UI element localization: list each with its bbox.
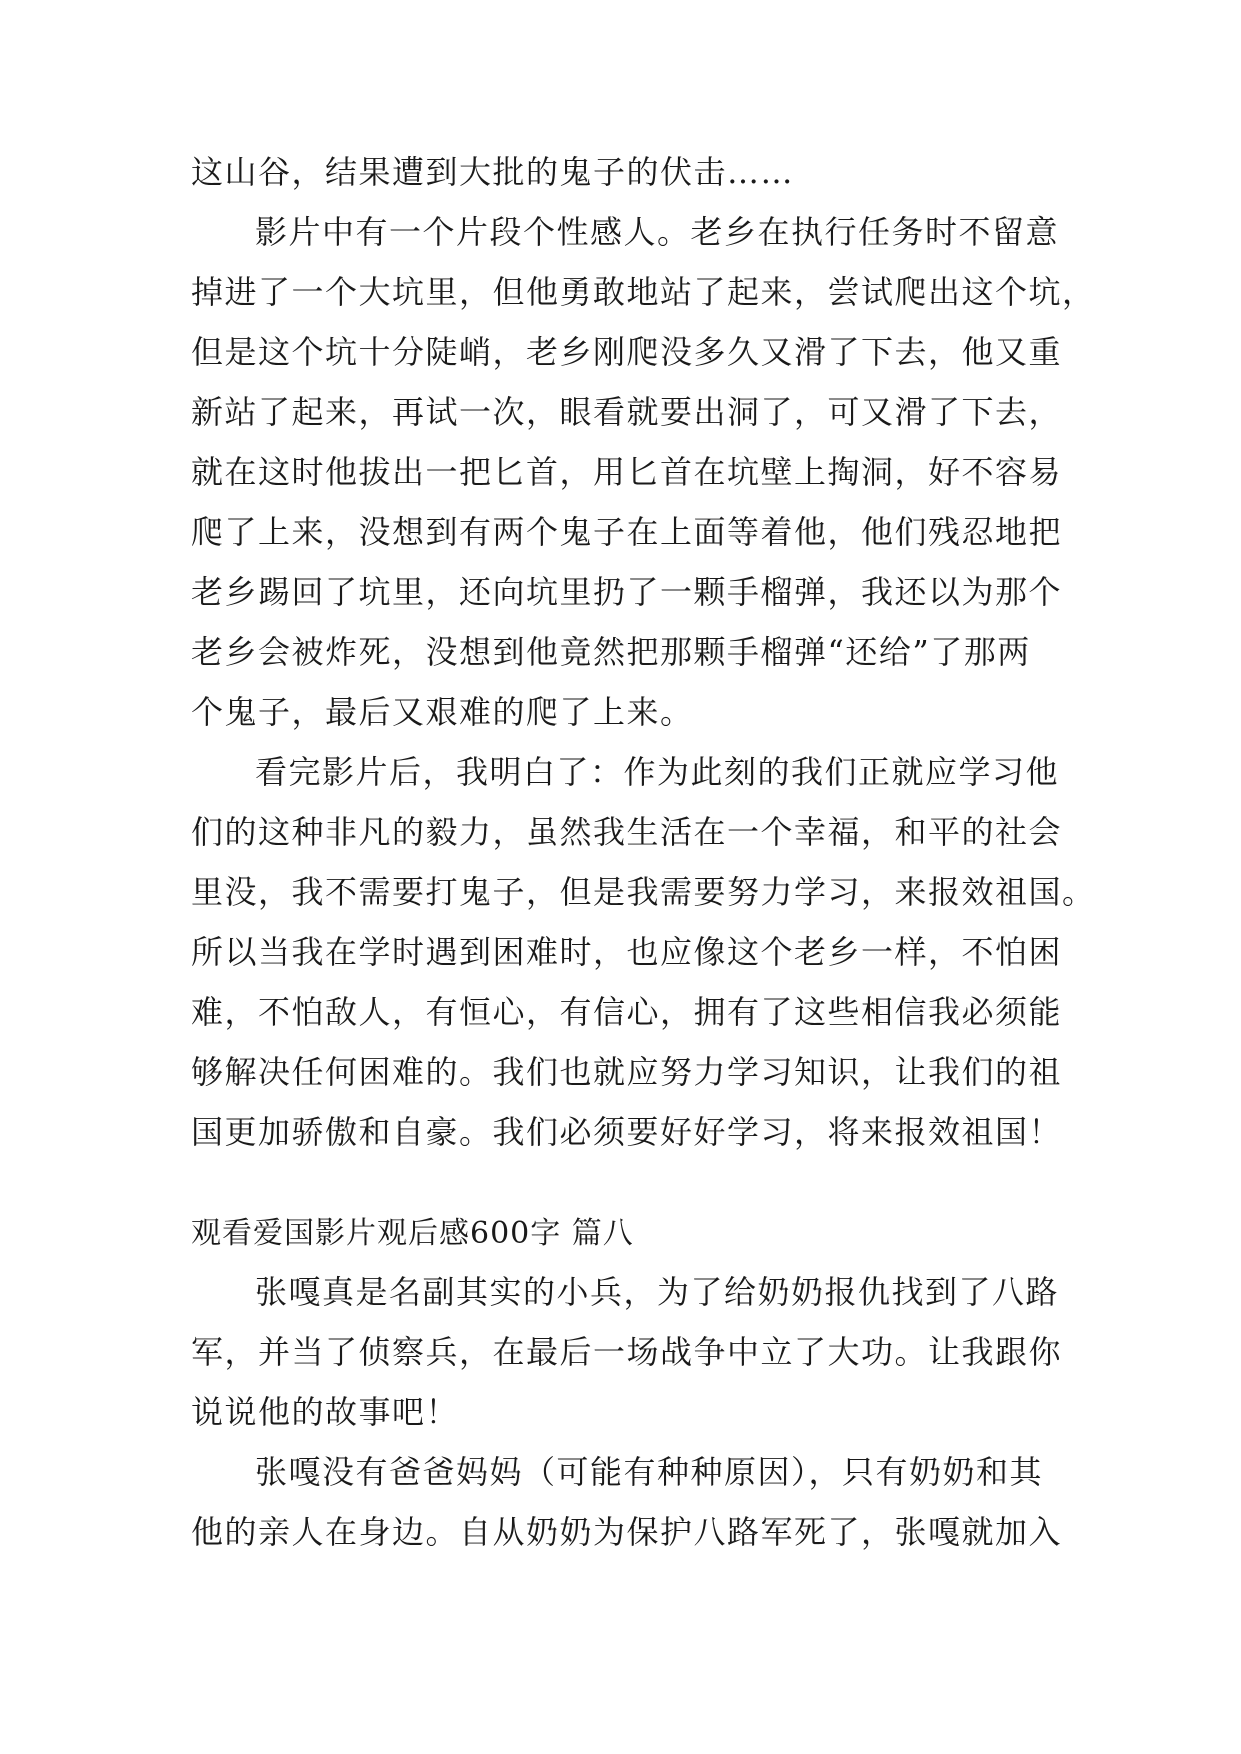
text-line: 这山谷，结果遭到大批的鬼子的伏击…… xyxy=(191,153,795,191)
text-line: 他的亲人在身边。自从奶奶为保护八路军死了，张嘎就加入 xyxy=(191,1513,1063,1551)
text-line: 就在这时他拔出一把匕首，用匕首在坑壁上掏洞，好不容易 xyxy=(191,453,1063,491)
text-line: 新站了起来，再试一次，眼看就要出洞了，可又滑了下去， xyxy=(191,393,1063,431)
text-line: 老乡会被炸死，没想到他竟然把那颗手榴弹“还给”了那两 xyxy=(191,633,1031,671)
paragraph-first-line: 张嘎真是名副其实的小兵，为了给奶奶报仇找到了八路 xyxy=(255,1273,1060,1311)
text-line: 个鬼子，最后又艰难的爬了上来。 xyxy=(191,693,694,731)
text-line: 们的这种非凡的毅力，虽然我生活在一个幸福，和平的社会 xyxy=(191,813,1063,851)
text-line: 掉进了一个大坑里，但他勇敢地站了起来，尝试爬出这个坑， xyxy=(191,273,1096,311)
text-line: 说说他的故事吧！ xyxy=(191,1393,460,1431)
paragraph-first-line: 看完影片后，我明白了：作为此刻的我们正就应学习他 xyxy=(255,753,1060,791)
text-line: 但是这个坑十分陡峭，老乡刚爬没多久又滑了下去，他又重 xyxy=(191,333,1063,371)
text-line: 国更加骄傲和自豪。我们必须要好好学习，将来报效祖国！ xyxy=(191,1113,1063,1151)
text-line: 老乡踢回了坑里，还向坑里扔了一颗手榴弹，我还以为那个 xyxy=(191,573,1063,611)
text-line: 够解决任何困难的。我们也就应努力学习知识，让我们的祖 xyxy=(191,1053,1063,1091)
text-line: 所以当我在学时遇到困难时，也应像这个老乡一样，不怕困 xyxy=(191,933,1063,971)
text-line: 军，并当了侦察兵，在最后一场战争中立了大功。让我跟你 xyxy=(191,1333,1063,1371)
section-heading: 观看爱国影片观后感600字 篇八 xyxy=(191,1216,634,1251)
text-line: 难，不怕敌人，有恒心，有信心，拥有了这些相信我必须能 xyxy=(191,993,1063,1031)
paragraph-first-line: 张嘎没有爸爸妈妈（可能有种种原因），只有奶奶和其 xyxy=(255,1453,1044,1491)
paragraph-first-line: 影片中有一个片段个性感人。老乡在执行任务时不留意 xyxy=(255,213,1060,251)
text-line: 里没，我不需要打鬼子，但是我需要努力学习，来报效祖国。 xyxy=(191,873,1096,911)
text-line: 爬了上来，没想到有两个鬼子在上面等着他，他们残忍地把 xyxy=(191,513,1063,551)
